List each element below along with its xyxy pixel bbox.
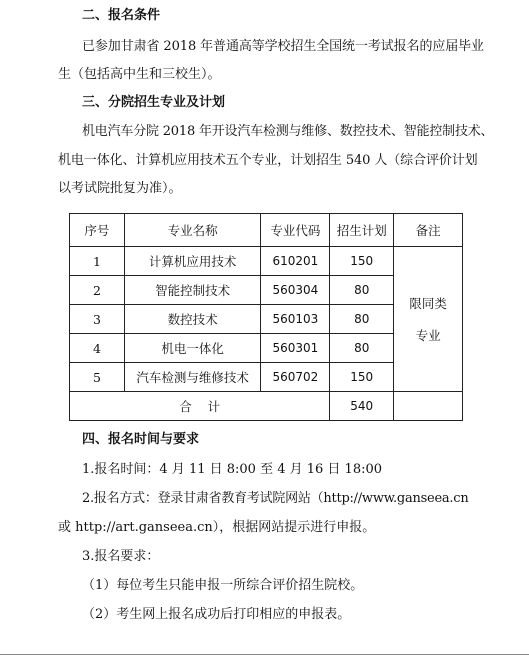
section-2-heading: 二、报名条件 — [82, 8, 161, 23]
row-major-name: 汽车检测与维修技术 — [124, 363, 261, 392]
header-plan: 招生计划 — [330, 214, 394, 247]
table-total-row — [70, 392, 463, 421]
row-major-code: 610201 — [261, 247, 330, 276]
section-3-text-line3: 以考试院批复为准）。 — [58, 181, 182, 196]
row-plan: 150 — [330, 247, 394, 276]
section-3-heading: 三、分院招生专业及计划 — [82, 95, 226, 110]
row-major-code: 560702 — [261, 363, 330, 392]
header-no: 序号 — [70, 214, 125, 247]
total-remark-empty — [394, 392, 463, 421]
registration-method-line2: 或 http://art.ganseea.cn），根据网站提示进行申报。 — [58, 520, 376, 535]
row-no: 3 — [70, 305, 125, 334]
row-plan: 80 — [330, 305, 394, 334]
row-plan: 80 — [330, 334, 394, 363]
table-row — [70, 247, 463, 276]
section-4-heading: 四、报名时间与要求 — [82, 432, 200, 447]
row-major-code: 560301 — [261, 334, 330, 363]
header-major-name: 专业名称 — [124, 214, 261, 247]
remark-cell — [394, 247, 463, 392]
section-2-text-line2: 生（包括高中生和三校生）。 — [58, 67, 221, 82]
row-plan: 150 — [330, 363, 394, 392]
header-remark: 备注 — [394, 214, 463, 247]
section-2-text-line1: 已参加甘肃省 2018 年普通高等学校招生全国统一考试报名的应届毕业 — [82, 39, 484, 54]
total-label: 合 计 — [70, 392, 330, 421]
registration-time: 1.报名时间：4 月 11 日 8:00 至 4 月 16 日 18:00 — [82, 462, 383, 477]
row-plan: 80 — [330, 276, 394, 305]
total-value: 540 — [330, 392, 394, 421]
row-no: 1 — [70, 247, 125, 276]
row-major-code: 560103 — [261, 305, 330, 334]
row-major-name: 数控技术 — [124, 305, 261, 334]
row-major-code: 560304 — [261, 276, 330, 305]
row-no: 4 — [70, 334, 125, 363]
requirements-title: 3.报名要求： — [82, 549, 160, 564]
registration-method-line1: 2.报名方式：登录甘肃省教育考试院网站（http://www.ganseea.cn — [82, 491, 469, 506]
section-3-text-line2: 机电一体化、计算机应用技术五个专业，计划招生 540 人（综合评价计划 — [58, 153, 478, 168]
requirement-2: （2）考生网上报名成功后打印相应的申报表。 — [82, 607, 351, 622]
remark-line2: 专业 — [415, 328, 441, 343]
row-major-name: 计算机应用技术 — [124, 247, 261, 276]
enrollment-plan-table — [69, 213, 463, 421]
table-header-row — [70, 214, 463, 247]
row-major-name: 机电一体化 — [124, 334, 261, 363]
row-major-name: 智能控制技术 — [124, 276, 261, 305]
section-3-text-line1: 机电汽车分院 2018 年开设汽车检测与维修、数控技术、智能控制技术、 — [82, 124, 494, 139]
row-no: 5 — [70, 363, 125, 392]
row-no: 2 — [70, 276, 125, 305]
requirement-1: （1）每位考生只能申报一所综合评价招生院校。 — [82, 578, 364, 593]
remark-line1: 限同类 — [409, 296, 447, 311]
header-major-code: 专业代码 — [261, 214, 330, 247]
page-bottom-divider — [0, 654, 529, 655]
